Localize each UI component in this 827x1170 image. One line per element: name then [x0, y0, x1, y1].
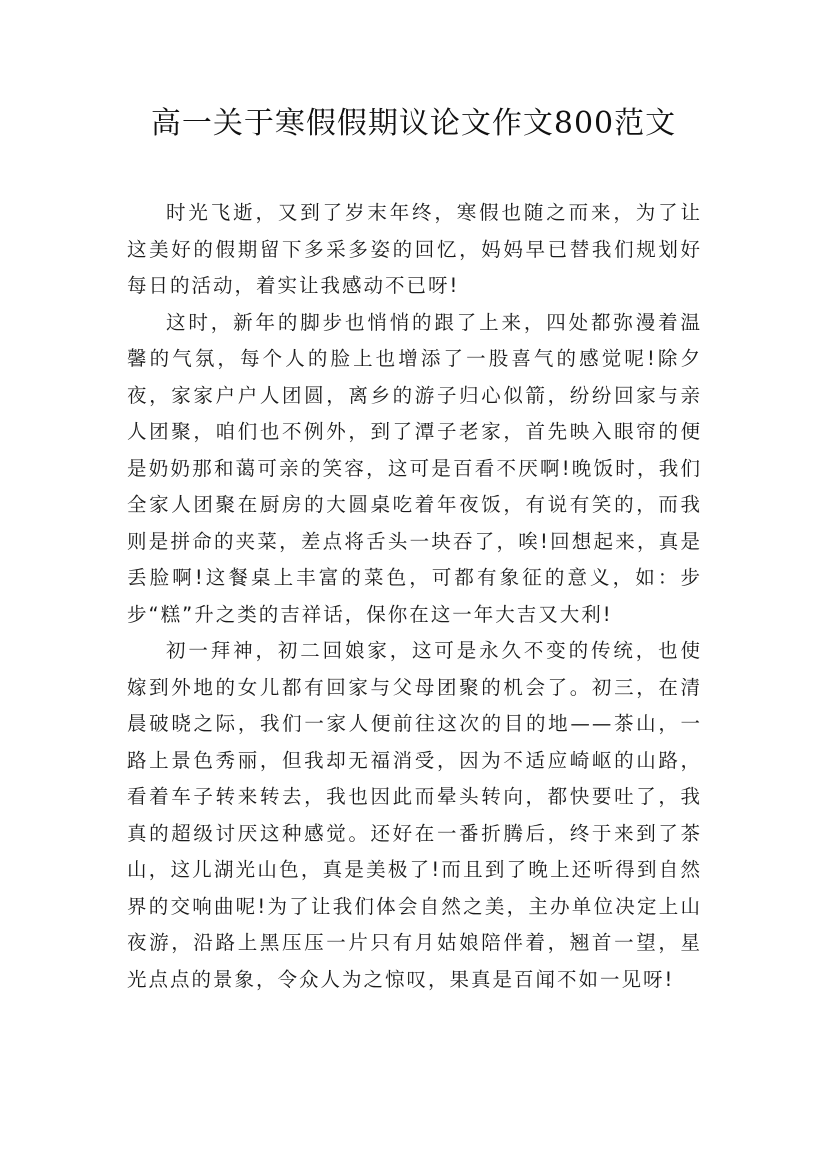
document-title: 高一关于寒假假期议论文作文800范文 [150, 106, 677, 141]
paragraph-3: 初一拜神，初二回娘家，这可是永久不变的传统，也使嫁到外地的女儿都有回家与父母团聚的机会了。初三，在清晨破晓之际，我们一家人便前往这次的目的地——茶山，一路上景色秀丽，但我却无福消受，因为不适应崎岖的山路，看着车子转来转去，我也因此而晕头转向，都快要吐了，我真的超级讨厌这种感觉。还好在一番折腾后，终于来到了茶山，这儿湖光山色，真是美极了!而且到了晚上还听得到自然界的交响曲呢!为了让我们体会自然之美，主办单位决定上山夜游，沿路上黑压压一片只有月姑娘陪伴着，翘首一望，星光点点的景象，令众人为之惊叹，果真是百闻不如一见呀! [127, 639, 702, 991]
paragraph-2: 这时，新年的脚步也悄悄的跟了上来，四处都弥漫着温馨的气氛，每个人的脸上也增添了一股喜气的感觉呢!除夕夜，家家户户人团圆，离乡的游子归心似箭，纷纷回家与亲人团聚，咱们也不例外，到了潭子老家，首先映入眼帘的便是奶奶那和蔼可亲的笑容，这可是百看不厌啊!晚饭时，我们全家人团聚在厨房的大圆桌吃着年夜饭，有说有笑的，而我则是拼命的夹菜，差点将舌头一块吞了，唉!回想起来，真是丢脸啊!这餐桌上丰富的菜色，可都有象征的意义，如：步步“糕”升之类的吉祥话，保你在这一年大吉又大利! [127, 310, 702, 626]
document-body [127, 195, 702, 998]
paragraph-1: 时光飞逝，又到了岁末年终，寒假也随之而来，为了让这美好的假期留下多采多姿的回忆，妈妈早已替我们规划好每日的活动，着实让我感动不已呀! [127, 201, 702, 297]
